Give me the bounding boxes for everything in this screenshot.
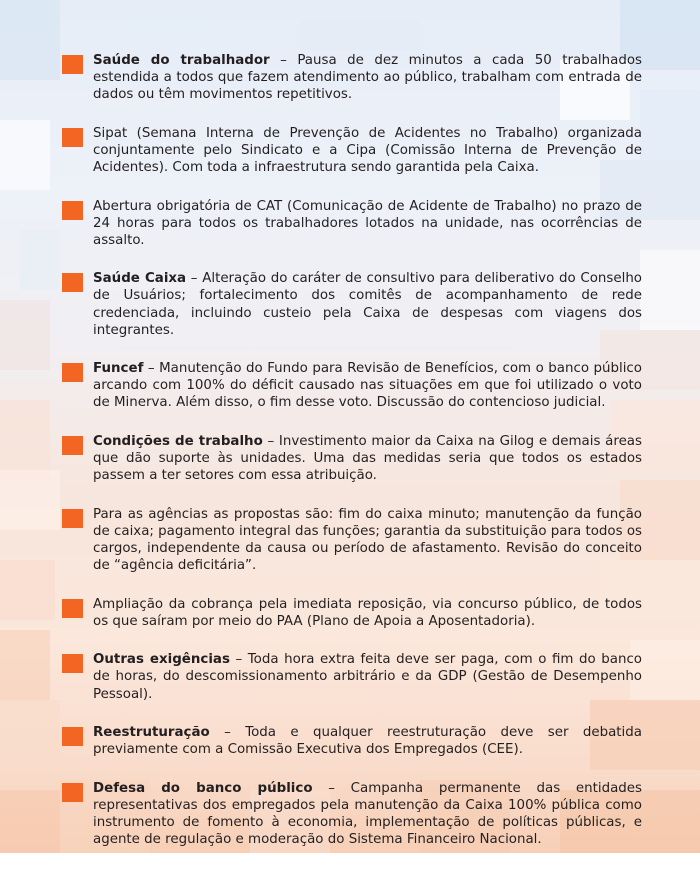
- background-tile: [0, 120, 50, 190]
- background-tile: [0, 700, 60, 770]
- item-separator: –: [312, 780, 351, 796]
- bullet-square: [62, 128, 83, 147]
- item-text: Alteração do caráter de consultivo para deliberativo do Conselho de Usuários; fortalecimento dos comitês de acompanhamento de rede credenciada, incluindo custeio pela Caixa de despesas com viagens dos integrantes.: [93, 271, 642, 338]
- item-text: Toda hora extra feita deve ser paga, com o fim do banco de horas, do descomissionamento arbitrário e da GDP (Gestão de Desempenho Pessoal).: [93, 652, 642, 702]
- item-separator: –: [229, 652, 248, 668]
- bullet-square: [62, 783, 83, 802]
- bullet-square: [62, 273, 83, 292]
- list-item: [62, 433, 642, 484]
- bullet-square: [62, 436, 83, 455]
- list-item: [62, 270, 642, 338]
- background-tile: [0, 470, 60, 530]
- item-text: Campanha permanente das entidades representativas dos empregados pela manutenção da Caixa 100% pública como instrumento de fomento à economia, implementação de políticas públicas, e agente de regulação e moderação do Sistema Financeiro Nacional.: [93, 780, 642, 848]
- list-item: [62, 596, 642, 630]
- background-tile: [0, 400, 50, 480]
- background-tile: [640, 90, 700, 160]
- item-separator: –: [262, 434, 279, 449]
- list-item: [62, 724, 642, 758]
- list-item: [62, 651, 642, 702]
- item-paragraph: [93, 433, 642, 484]
- item-title: Reestruturação: [93, 725, 210, 741]
- item-paragraph: [93, 506, 642, 574]
- item-title: Funcef: [93, 361, 144, 377]
- bullet-square: [62, 727, 83, 746]
- item-title: Defesa do banco público: [93, 780, 313, 796]
- background-tile: [120, 0, 220, 40]
- item-separator: –: [269, 53, 298, 68]
- item-paragraph: [93, 360, 642, 411]
- document-body: [62, 52, 642, 870]
- item-text: Abertura obrigatória de CAT (Comunicação de Acidente de Trabalho) no prazo de 24 horas para todos os trabalhadores lotados na unidade, nas ocorrências de assalto.: [93, 198, 642, 248]
- bullet-square: [62, 201, 83, 220]
- bullet-square: [62, 509, 83, 528]
- item-paragraph: [93, 596, 642, 630]
- background-tile: [640, 250, 700, 330]
- item-title: Outras exigências: [93, 652, 230, 668]
- item-text: Manutenção do Fundo para Revisão de Benefícios, com o banco público arcando com 100% do déficit causado nas situações em que foi utilizado o voto de Minerva. Além disso, o fim desse voto. Discussão do contencioso judicial.: [93, 361, 642, 411]
- list-item: [62, 125, 642, 176]
- background-tile: [0, 630, 50, 700]
- item-title: Saúde Caixa: [93, 271, 187, 287]
- background-tile: [20, 230, 60, 290]
- item-paragraph: [93, 780, 642, 848]
- background-tile: [0, 300, 50, 370]
- list-item: [62, 360, 642, 411]
- background-tile: [0, 0, 60, 80]
- item-paragraph: [93, 125, 642, 176]
- item-text: Investimento maior da Caixa na Gilog e demais áreas que dão suporte às unidades. Uma das medidas seria que todos os estados passem a ter setores com essa atribuição.: [93, 434, 642, 484]
- item-text: Sipat (Semana Interna de Prevenção de Acidentes no Trabalho) organizada conjuntamente pelo Sindicato e a Cipa (Comissão Interna de Prevenção de Acidentes). Com toda a infraestrutura sendo garantida pela Caixa.: [93, 125, 642, 175]
- item-text: Ampliação da cobrança pela imediata reposição, via concurso público, de todos os que saíram por meio do PAA (Plano de Apoia a Aposentadoria).: [93, 596, 642, 629]
- item-title: Saúde do trabalhador: [93, 53, 270, 68]
- list-item: [62, 52, 642, 103]
- background-tile: [300, 20, 420, 50]
- item-separator: –: [186, 271, 203, 287]
- list-item: [62, 198, 642, 249]
- item-title: Condições de trabalho: [93, 434, 263, 449]
- bullet-square: [62, 599, 83, 618]
- list-item: [62, 780, 642, 848]
- background-tile: [0, 560, 55, 620]
- item-separator: –: [209, 725, 246, 741]
- bullet-square: [62, 654, 83, 673]
- bullet-square: [62, 55, 83, 74]
- list-item: [62, 506, 642, 574]
- background-tile: [0, 790, 60, 853]
- item-paragraph: [93, 724, 642, 758]
- item-separator: –: [143, 361, 160, 377]
- item-text: Para as agências as propostas são: fim do caixa minuto; manutenção da função de caixa; pagamento integral das funções; garantia da substituição para todos os cargos, independente da causa ou período de afastamento. Revisão do conceito de “agência deficitária”.: [93, 506, 643, 574]
- item-text: Pausa de dez minutos a cada 50 trabalhados estendida a todos que fazem atendimento ao público, trabalham com entrada de dados ou têm movimentos repetitivos.: [93, 53, 642, 103]
- item-text: Toda e qualquer reestruturação deve ser debatida previamente com a Comissão Executiva dos Empregados (CEE).: [93, 725, 642, 758]
- bullet-square: [62, 363, 83, 382]
- item-paragraph: [93, 270, 642, 338]
- item-paragraph: [93, 198, 642, 249]
- item-paragraph: [93, 651, 642, 702]
- item-paragraph: [93, 52, 642, 103]
